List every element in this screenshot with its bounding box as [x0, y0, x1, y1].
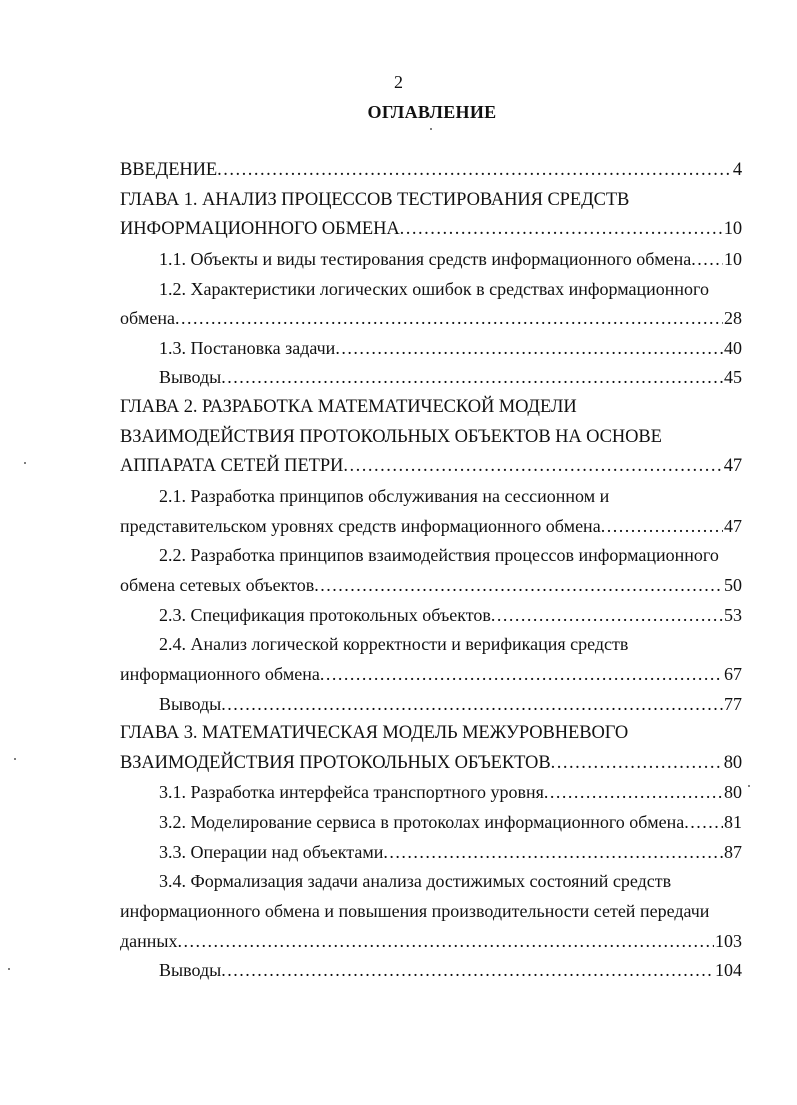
- toc-entry-text: ГЛАВА 1. АНАЛИЗ ПРОЦЕССОВ ТЕСТИРОВАНИЯ СРЕДСТВ: [120, 189, 630, 210]
- toc-entry-chapter-2-cont-2[interactable]: [120, 452, 742, 482]
- scan-speck: [24, 462, 26, 464]
- toc-entry-page: 87: [724, 841, 742, 862]
- toc-entry-text: ВЗАИМОДЕЙСТВИЯ ПРОТОКОЛЬНЫХ ОБЪЕКТОВ НА ОСНОВЕ: [120, 426, 662, 447]
- toc-entry-text: ГЛАВА 2. РАЗРАБОТКА МАТЕМАТИЧЕСКОЙ МОДЕЛИ: [120, 397, 577, 418]
- dot-leader: [314, 571, 723, 601]
- toc-title: ОГЛАВЛЕНИЕ: [367, 102, 497, 122]
- toc-entry-text: 2.2. Разработка принципов взаимодействия процессов информационного: [159, 545, 719, 566]
- toc-entry-chapter-3[interactable]: [120, 719, 742, 749]
- toc-entry-page: 77: [724, 693, 742, 714]
- dot-leader: [343, 452, 722, 482]
- dot-leader: [544, 778, 723, 808]
- toc-entry-page: 103: [715, 930, 742, 951]
- page-number: 2: [394, 72, 403, 92]
- dot-leader: [691, 245, 723, 275]
- toc-entry-section-2-1-cont[interactable]: [120, 512, 742, 542]
- dot-leader: [400, 215, 723, 245]
- dot-leader: [335, 334, 723, 364]
- toc-entry-text: 3.4. Формализация задачи анализа достижимых состояний средств: [159, 871, 672, 892]
- toc-entry-text: АППАРАТА СЕТЕЙ ПЕТРИ: [120, 456, 344, 477]
- dot-leader: [684, 808, 723, 838]
- toc-entry-text: 2.3. Спецификация протокольных объектов: [159, 604, 491, 625]
- toc-entry-text: данных: [120, 930, 178, 951]
- dot-leader: [383, 838, 723, 868]
- toc-entry-text: 2.1. Разработка принципов обслуживания на сессионном и: [159, 486, 610, 507]
- toc-entry-text: 1.2. Характеристики логических ошибок в средствах информационного: [159, 278, 709, 299]
- dot-leader: [221, 956, 714, 986]
- toc-entry-text: ГЛАВА 3. МАТЕМАТИЧЕСКАЯ МОДЕЛЬ МЕЖУРОВНЕВОГО: [120, 723, 629, 744]
- toc-entry-section-1-2[interactable]: [120, 275, 742, 305]
- dot-leader: [175, 304, 723, 334]
- toc-entry-text: Выводы: [159, 367, 222, 388]
- scan-speck: [748, 785, 750, 787]
- dot-leader: [601, 512, 723, 542]
- toc-entry-text: обмена сетевых объектов: [120, 574, 315, 595]
- toc-entry-text: 3.2. Моделирование сервиса в протоколах информационного обмена: [159, 812, 685, 833]
- toc-entry-conclusions-1[interactable]: [120, 363, 742, 393]
- toc-entry-page: 10: [724, 248, 742, 269]
- dot-leader: [178, 927, 714, 957]
- toc-entry-text: 3.3. Операции над объектами: [159, 841, 384, 862]
- toc-entry-page: 50: [724, 574, 742, 595]
- toc-entry-section-3-4[interactable]: [120, 867, 742, 897]
- toc-entry-section-3-4-cont[interactable]: [120, 897, 742, 927]
- toc-entry-text: ИНФОРМАЦИОННОГО ОБМЕНА: [120, 219, 400, 240]
- toc-entry-text: ВВЕДЕНИЕ: [120, 160, 218, 180]
- toc-entry-page: 80: [724, 782, 742, 803]
- toc-entry-page: 4: [732, 160, 742, 180]
- toc-entry-chapter-2[interactable]: [120, 393, 742, 423]
- toc-entry-section-2-2[interactable]: [120, 541, 742, 571]
- scan-speck: [8, 968, 10, 970]
- toc-entry-chapter-1[interactable]: [120, 186, 742, 216]
- toc-entry-conclusions-3[interactable]: [120, 956, 742, 986]
- toc-entry-section-3-3[interactable]: [120, 838, 742, 868]
- dot-leader: [217, 156, 732, 186]
- toc-entry-section-1-2-cont[interactable]: [120, 304, 742, 334]
- toc-entry-introduction[interactable]: [120, 156, 742, 186]
- toc-entry-section-1-1[interactable]: [120, 245, 742, 275]
- dot-leader: [320, 660, 723, 690]
- toc-entry-chapter-2-cont[interactable]: [120, 423, 742, 453]
- toc-entry-chapter-1-cont[interactable]: [120, 215, 742, 245]
- toc-entry-page: 67: [724, 663, 742, 684]
- toc-entry-page: 81: [724, 812, 742, 833]
- toc-entry-section-2-4-cont[interactable]: [120, 660, 742, 690]
- toc-entry-page: 47: [724, 515, 742, 536]
- table-of-contents: [120, 156, 742, 986]
- toc-entry-text: 1.1. Объекты и виды тестирования средств информационного обмена: [159, 248, 692, 269]
- toc-entry-section-3-2[interactable]: [120, 808, 742, 838]
- toc-entry-section-2-1[interactable]: [120, 482, 742, 512]
- toc-entry-text: информационного обмена: [120, 663, 320, 684]
- scan-speck: [430, 128, 432, 130]
- toc-entry-text: 1.3. Постановка задачи: [159, 337, 336, 358]
- toc-entry-chapter-3-cont[interactable]: [120, 749, 742, 779]
- toc-entry-section-2-3[interactable]: [120, 601, 742, 631]
- toc-entry-page: 10: [723, 219, 742, 240]
- toc-entry-text: 2.4. Анализ логической корректности и верификация средств: [159, 634, 629, 655]
- toc-entry-text: обмена: [120, 308, 175, 329]
- toc-entry-text: Выводы: [159, 693, 222, 714]
- toc-entry-page: 53: [724, 604, 742, 625]
- toc-entry-page: 45: [724, 367, 742, 388]
- toc-entry-section-1-3[interactable]: [120, 334, 742, 364]
- toc-entry-conclusions-2[interactable]: [120, 690, 742, 720]
- toc-entry-section-2-2-cont[interactable]: [120, 571, 742, 601]
- toc-entry-section-3-4-cont-2[interactable]: [120, 927, 742, 957]
- toc-entry-text: представительском уровнях средств информационного обмена: [120, 515, 601, 536]
- toc-entry-page: 28: [724, 308, 742, 329]
- toc-entry-section-2-4[interactable]: [120, 630, 742, 660]
- dot-leader: [221, 363, 723, 393]
- dot-leader: [491, 601, 723, 631]
- dot-leader: [551, 749, 723, 779]
- scan-speck: [14, 758, 16, 760]
- toc-entry-page: 40: [724, 337, 742, 358]
- toc-entry-page: 47: [723, 456, 742, 477]
- toc-entry-section-3-1[interactable]: [120, 778, 742, 808]
- toc-entry-text: Выводы: [159, 960, 222, 981]
- dot-leader: [221, 690, 723, 720]
- toc-entry-text: 3.1. Разработка интерфейса транспортного уровня: [159, 782, 544, 803]
- toc-entry-page: 104: [715, 960, 742, 981]
- toc-entry-page: 80: [723, 752, 742, 773]
- toc-entry-text: информационного обмена и повышения производительности сетей передачи: [120, 901, 710, 922]
- toc-entry-text: ВЗАИМОДЕЙСТВИЯ ПРОТОКОЛЬНЫХ ОБЪЕКТОВ: [120, 752, 551, 773]
